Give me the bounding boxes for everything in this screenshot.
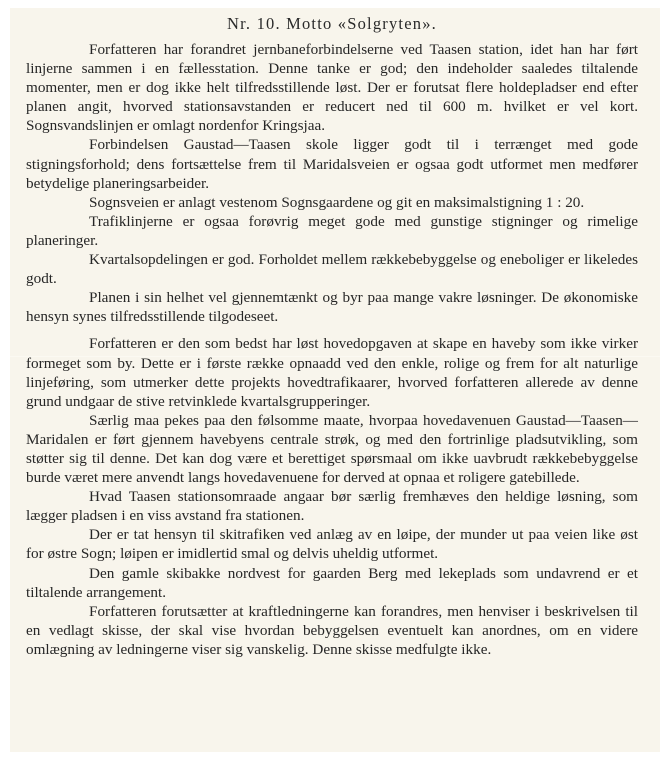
- paragraph-plan-overall: Planen i sin helhet vel gjennemtænkt og byr paa mange vakre løsninger. De økonomiske hensyn synes tilfredsstillende tilgodeseet.: [26, 289, 638, 326]
- body-text: [26, 40, 638, 659]
- paragraph-ski-slope: Den gamle skibakke nordvest for gaarden Berg med lekeplads som undavrend er et tiltalende arrangement.: [26, 564, 638, 601]
- section-title: Nr. 10. Motto «Solgryten».: [227, 14, 437, 33]
- paragraph-sognsveien: Sognsveien er anlagt vestenom Sognsgaardene og git en maksimalstigning 1 : 20.: [89, 193, 585, 211]
- paragraph-main-avenue: Særlig maa pekes paa den følsomme maate, hvorpaa hovedavenuen Gaustad—Taasen—Maridalen er ført gjennem havebyens centrale strøk, og med den fortrinlige pladsutvikling, som støtter sig til denne. Det kan dog være et berettiget spørsmaal om ikke uavbrudt rækkebebyggelse burde været mere anvendt langs hovedavenuene for derved at opnaa et roligere gatebillede.: [26, 411, 638, 487]
- paragraph-garden-city: Forfatteren er den som bedst har løst hovedopgaven at skape en haveby som ikke virker formeget som by. Dette er i første række opnaadd ved den enkle, rolige og frem for alt naturlige linjeføring, som utmerker dette projekts hovedtrafikaarer, hvorved forfatteren allerede av denne grund undgaar de stive retvinklede kvartalsgrupperinger.: [26, 335, 638, 410]
- paragraph-station: Forfatteren har forandret jernbaneforbindelserne ved Taasen station, idet han har ført linjerne sammen i en fællesstation. Denne tanke er god; den indeholder saaledes tiltalende momenter, men er dog ikke helt tilfredsstillende løst. Der er forutsat flere holdepladser end efter planen angit, hvorved stationsavstanden er reducert ned til 600 m. hvilket er vel kort. Sognsvandslinjen er omlagt nordenfor Kringsjaa.: [26, 41, 638, 135]
- paragraph-gaustad-connection: Forbindelsen Gaustad—Taasen skole ligger godt til i terrænget med gode stigningsforhold; dens fortsættelse frem til Maridalsveien er ogsaa godt utformet men medfører betydelige planeringsarbeider.: [26, 136, 638, 192]
- paragraph-power-lines: Forfatteren forutsætter at kraftledningerne kan forandres, men henviser i beskrivelsen til en vedlagt skisse, der skal vise hvordan bebyggelsen eventuelt kan anordnes, om en videre omlægning av ledningerne viser sig vanskelig. Denne skisse medfulgte ikke.: [26, 602, 638, 658]
- paragraph-traffic-lines: Trafiklinjerne er ogsaa forøvrig meget gode med gunstige stigninger og rimelige planeringer.: [26, 212, 638, 249]
- paragraph-ski-traffic: Der er tat hensyn til skitrafiken ved anlæg av en løipe, der munder ut paa veien like øst for østre Sogn; løipen er imidlertid smal og delvis uheldig utformet.: [26, 526, 638, 563]
- paragraph-station-area: Hvad Taasen stationsomraade angaar bør særlig fremhæves den heldige løsning, som lægger pladsen i en viss avstand fra stationen.: [26, 488, 638, 525]
- paragraph-block-division: Kvartalsopdelingen er god. Forholdet mellem rækkebebyggelse og eneboliger er likeledes godt.: [26, 251, 638, 288]
